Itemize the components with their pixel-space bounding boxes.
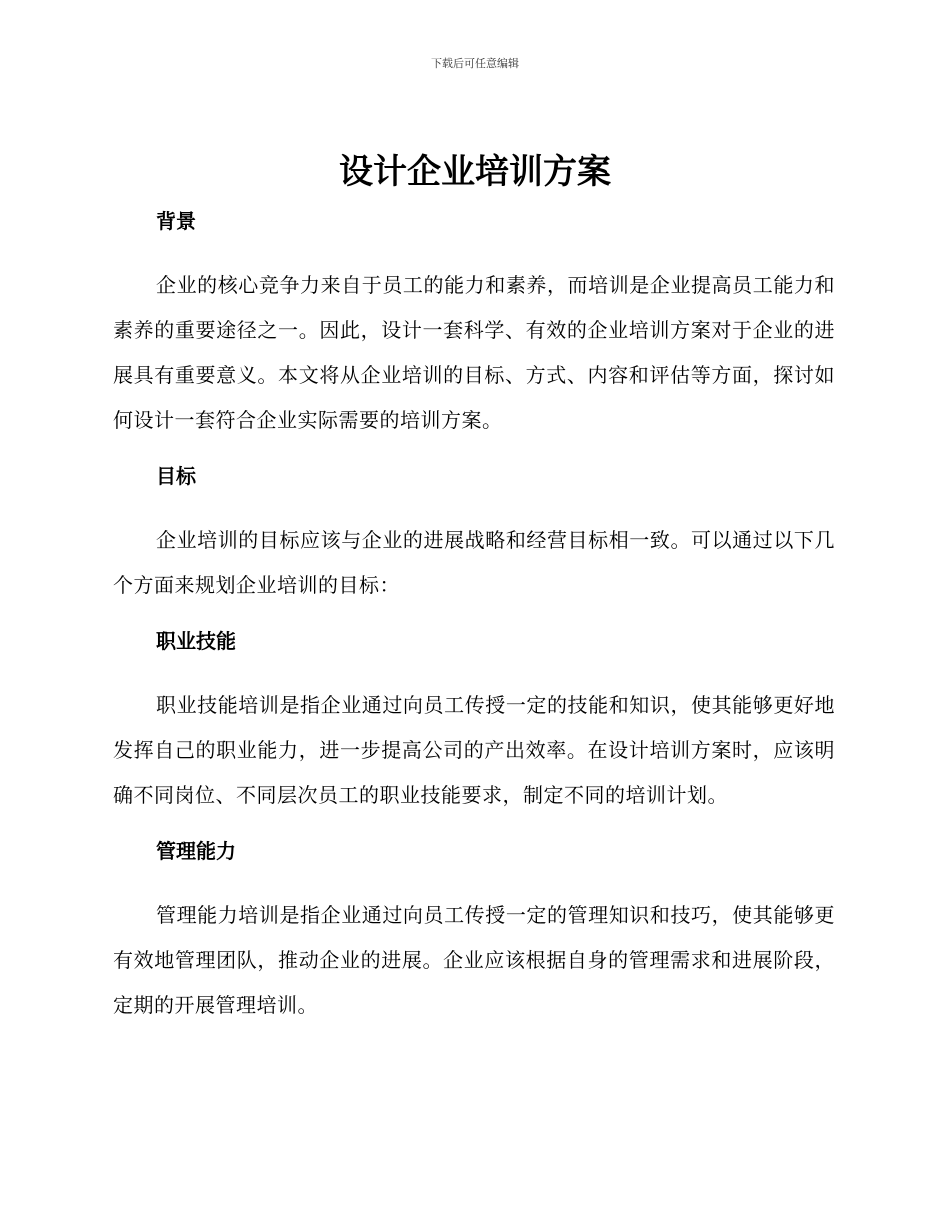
document-title: 设计企业培训方案 (339, 152, 611, 192)
section-heading-goals: 目标 (156, 464, 196, 488)
section-heading-professional-skills: 职业技能 (156, 629, 236, 653)
document-body (113, 206, 835, 1028)
section-paragraph-goals: 企业培训的目标应该与企业的进展战略和经营目标相一致。可以通过以下几个方面来规划企业培训的目标： (113, 528, 835, 597)
section-heading-management-ability: 管理能力 (156, 839, 236, 863)
section-paragraph-professional-skills: 职业技能培训是指企业通过向员工传授一定的技能和知识，使其能够更好地发挥自己的职业能力，进一步提高公司的产出效率。在设计培训方案时，应该明确不同岗位、不同层次员工的职业技能要求，制定不同的培训计划。 (113, 693, 835, 807)
header-note: 下载后可任意编辑 (431, 57, 519, 70)
section-paragraph-management-ability: 管理能力培训是指企业通过向员工传授一定的管理知识和技巧，使其能够更有效地管理团队，推动企业的进展。企业应该根据自身的管理需求和进展阶段，定期的开展管理培训。 (113, 903, 835, 1017)
section-paragraph-background: 企业的核心竞争力来自于员工的能力和素养，而培训是企业提高员工能力和素养的重要途径之一。因此，设计一套科学、有效的企业培训方案对于企业的进展具有重要意义。本文将从企业培训的目标、方式、内容和评估等方面，探讨如何设计一套符合企业实际需要的培训方案。 (113, 273, 835, 432)
section-heading-background: 背景 (156, 209, 196, 233)
